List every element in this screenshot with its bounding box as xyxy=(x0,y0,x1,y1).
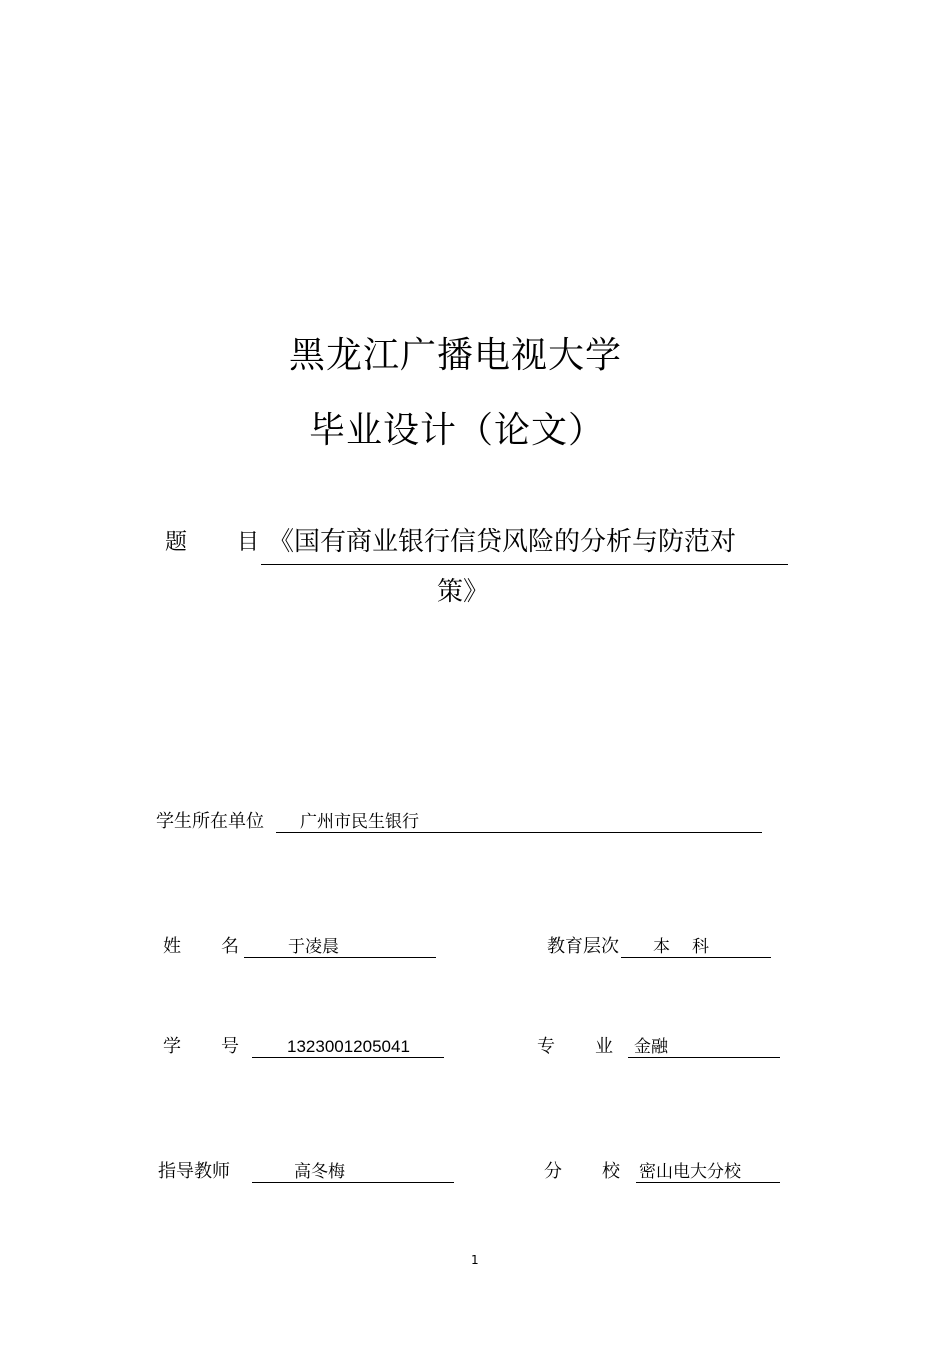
level-value-part2: 科 xyxy=(692,937,709,957)
name-label-part1: 姓 xyxy=(163,936,181,957)
subject-label-part2: 目 xyxy=(237,530,260,555)
university-title: 黑龙江广播电视大学 xyxy=(289,335,623,376)
branch-label-part2: 校 xyxy=(602,1161,620,1182)
level-value-part1: 本 xyxy=(653,937,670,957)
student-id-label-part2: 号 xyxy=(221,1036,239,1057)
student-id-value: 1323001205041 xyxy=(287,1037,410,1056)
branch-underline xyxy=(636,1182,780,1183)
major-label-part1: 专 xyxy=(537,1036,555,1057)
document-type-title: 毕业设计（论文） xyxy=(309,410,606,451)
branch-value: 密山电大分校 xyxy=(639,1162,741,1182)
major-value: 金融 xyxy=(634,1037,668,1057)
level-underline xyxy=(621,957,771,958)
branch-label-part1: 分 xyxy=(544,1161,562,1182)
level-label: 教育层次 xyxy=(547,936,619,957)
name-label-part2: 名 xyxy=(221,936,239,957)
unit-value: 广州市民生银行 xyxy=(300,812,419,832)
name-underline xyxy=(244,957,436,958)
major-label-part2: 业 xyxy=(595,1036,613,1057)
subject-value-line2: 策》 xyxy=(437,577,490,607)
student-id-label-part1: 学 xyxy=(163,1036,181,1057)
major-underline xyxy=(628,1057,780,1058)
unit-underline xyxy=(276,832,762,833)
advisor-label: 指导教师 xyxy=(158,1161,230,1182)
subject-underline xyxy=(261,564,788,565)
unit-label: 学生所在单位 xyxy=(156,811,264,832)
subject-value-line1: 《国有商业银行信贷风险的分析与防范对 xyxy=(268,527,737,557)
name-value: 于凌晨 xyxy=(288,937,339,957)
advisor-underline xyxy=(252,1182,454,1183)
advisor-value: 高冬梅 xyxy=(294,1162,345,1182)
subject-label-part1: 题 xyxy=(165,530,188,555)
student-id-underline xyxy=(252,1057,444,1058)
page-number: 1 xyxy=(471,1253,479,1267)
